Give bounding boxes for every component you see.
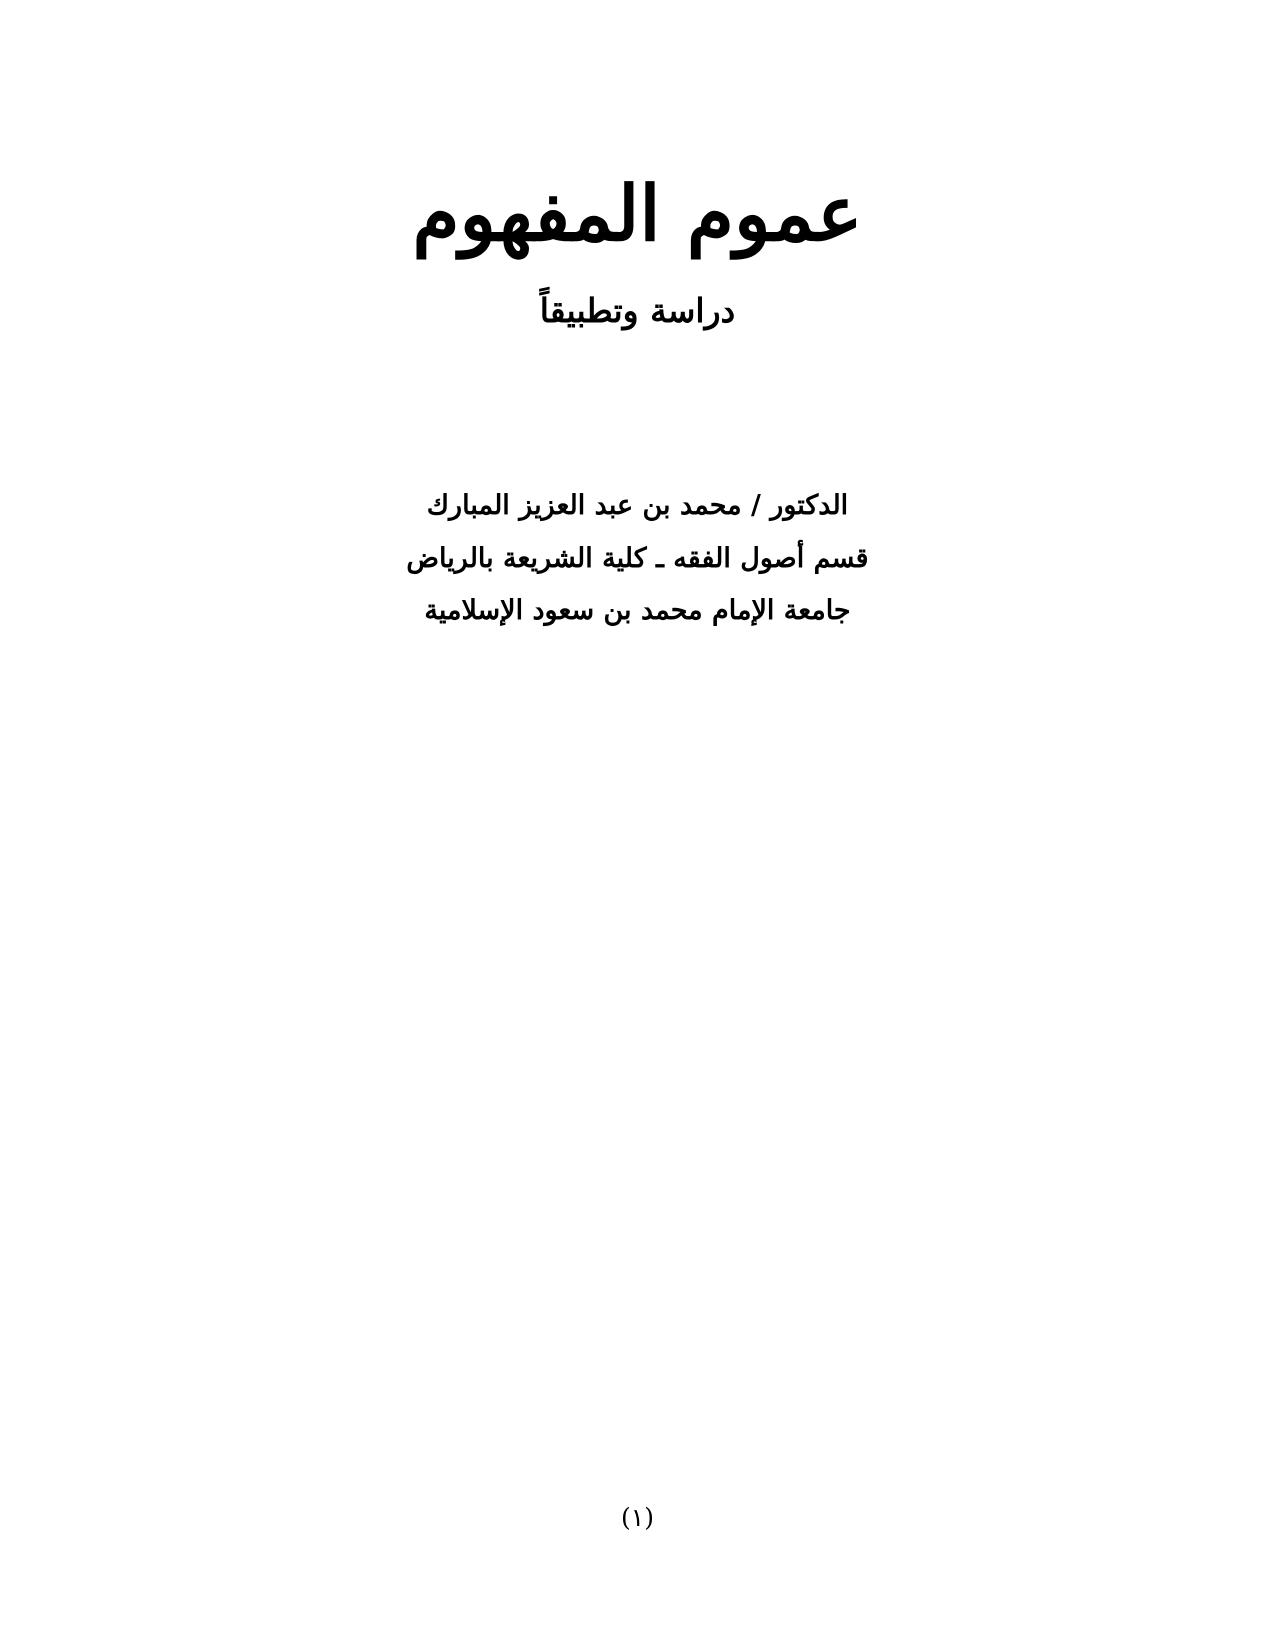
page-number: (١) <box>621 1503 654 1532</box>
author-university: جامعة الإمام محمد بن سعود الإسلامية <box>424 595 851 627</box>
page-subtitle: دراسة وتطبيقاً <box>539 291 736 331</box>
page-title: عموم المفهوم <box>412 169 863 258</box>
title-block <box>0 170 1275 330</box>
author-department: قسم أصول الفقه ـ كلية الشريعة بالرياض <box>406 542 869 574</box>
author-name: الدكتور / محمد بن عبد العزيز المبارك <box>426 490 849 521</box>
author-block <box>0 480 1275 638</box>
